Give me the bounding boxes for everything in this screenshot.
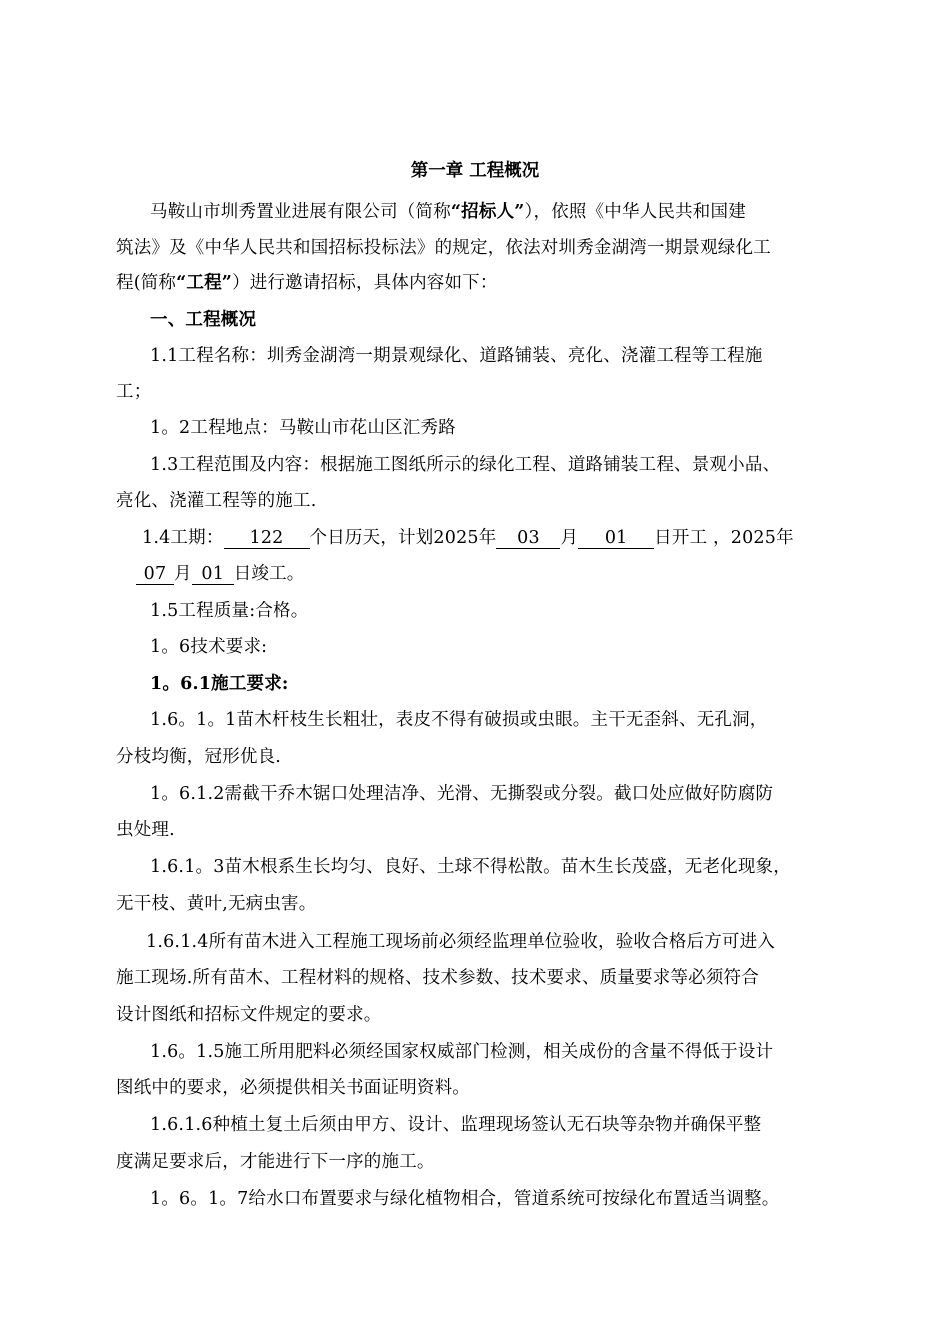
subsection-heading: 1。6.1施工要求: bbox=[150, 674, 289, 694]
start-month-blank: 03 bbox=[496, 528, 560, 549]
item-1-3-line-1: 1.3工程范围及内容：根据施工图纸所示的绿化工程、道路铺装工程、景观小品、 bbox=[150, 455, 781, 475]
req-4-line-2: 施工现场.所有苗木、工程材料的规格、技术参数、技术要求、质量要求等必须符合 bbox=[116, 968, 759, 988]
item-1-5: 1.5工程质量:合格。 bbox=[150, 601, 309, 621]
intro-term-project: “工程” bbox=[176, 273, 233, 293]
intro-term-bidder: “招标人” bbox=[450, 202, 525, 222]
req-7-line-1: 1。6。1。7给水口布置要求与绿化植物相合，管道系统可按绿化布置适当调整。 bbox=[150, 1189, 780, 1209]
req-1-line-2: 分枝均衡，冠形优良. bbox=[116, 747, 282, 767]
schedule-label: 1.4工期： bbox=[142, 528, 224, 548]
req-2-line-2: 虫处理. bbox=[116, 820, 175, 840]
intro-text: 马鞍山市圳秀置业进展有限公司（简称 bbox=[150, 202, 451, 222]
start-day-blank: 01 bbox=[578, 528, 654, 549]
section-heading: 一、工程概况 bbox=[150, 310, 257, 330]
schedule-text: 个日历天，计划2025年 bbox=[309, 528, 497, 548]
intro-line-2: 筑法》及《中华人民共和国招标投标法》的规定，依法对圳秀金湖湾一期景观绿化工 bbox=[116, 238, 771, 258]
req-3-line-2: 无干枝、黄叶,无病虫害。 bbox=[116, 894, 317, 914]
schedule-text: 日开工 ，2025年 bbox=[654, 528, 794, 548]
item-1-1-line-1: 1.1工程名称：圳秀金湖湾一期景观绿化、道路铺装、亮化、浇灌工程等工程施 bbox=[150, 346, 763, 366]
req-1-line-1: 1.6。1。1苗木杆枝生长粗壮，表皮不得有破损或虫眼。主干无歪斜、无孔洞， bbox=[150, 710, 768, 730]
req-4-line-3: 设计图纸和招标文件规定的要求。 bbox=[116, 1005, 382, 1025]
req-4-line-1: 1.6.1.4所有苗木进入工程施工现场前必须经监理单位验收，验收合格后方可进入 bbox=[146, 932, 776, 952]
item-1-3-line-2: 亮化、浇灌工程等的施工. bbox=[116, 491, 317, 511]
chapter-title: 第一章 工程概况 bbox=[410, 161, 540, 181]
item-1-4-line-1 bbox=[142, 526, 794, 550]
end-month-blank: 07 bbox=[136, 564, 174, 585]
req-6-line-1: 1.6.1.6种植土复土后须由甲方、设计、监理现场签认无石块等杂物并确保平整 bbox=[150, 1115, 762, 1135]
intro-text: 程(简称 bbox=[116, 273, 177, 293]
req-3-line-1: 1.6.1。3苗木根系生长均匀、良好、土球不得松散。苗木生长茂盛，无老化现象， bbox=[150, 857, 791, 877]
req-6-line-2: 度满足要求后，才能进行下一序的施工。 bbox=[116, 1152, 435, 1172]
schedule-days-blank: 122 bbox=[224, 528, 310, 549]
req-5-line-1: 1.6。1.5施工所用肥料必须经国家权威部门检测，相关成份的含量不得低于设计 bbox=[150, 1042, 774, 1062]
intro-text: ）进行邀请招标，具体内容如下： bbox=[232, 273, 498, 293]
intro-line-3 bbox=[116, 271, 498, 295]
intro-line-1 bbox=[150, 200, 746, 224]
schedule-text: 日竣工。 bbox=[233, 564, 305, 584]
end-day-blank: 01 bbox=[192, 564, 234, 585]
item-1-6: 1。6技术要求: bbox=[150, 637, 268, 657]
item-1-2: 1。2工程地点：马鞍山市花山区汇秀路 bbox=[150, 418, 456, 438]
intro-text: ），依照《中华人民共和国建 bbox=[524, 202, 746, 222]
schedule-text: 月 bbox=[560, 528, 579, 548]
req-5-line-2: 图纸中的要求，必须提供相关书面证明资料。 bbox=[116, 1078, 470, 1098]
schedule-text: 月 bbox=[174, 564, 192, 584]
item-1-4-line-2 bbox=[136, 562, 305, 586]
item-1-1-line-2: 工； bbox=[116, 382, 152, 402]
req-2-line-1: 1。6.1.2需截干乔木锯口处理洁净、光滑、无撕裂或分裂。截口处应做好防腐防 bbox=[150, 784, 774, 804]
